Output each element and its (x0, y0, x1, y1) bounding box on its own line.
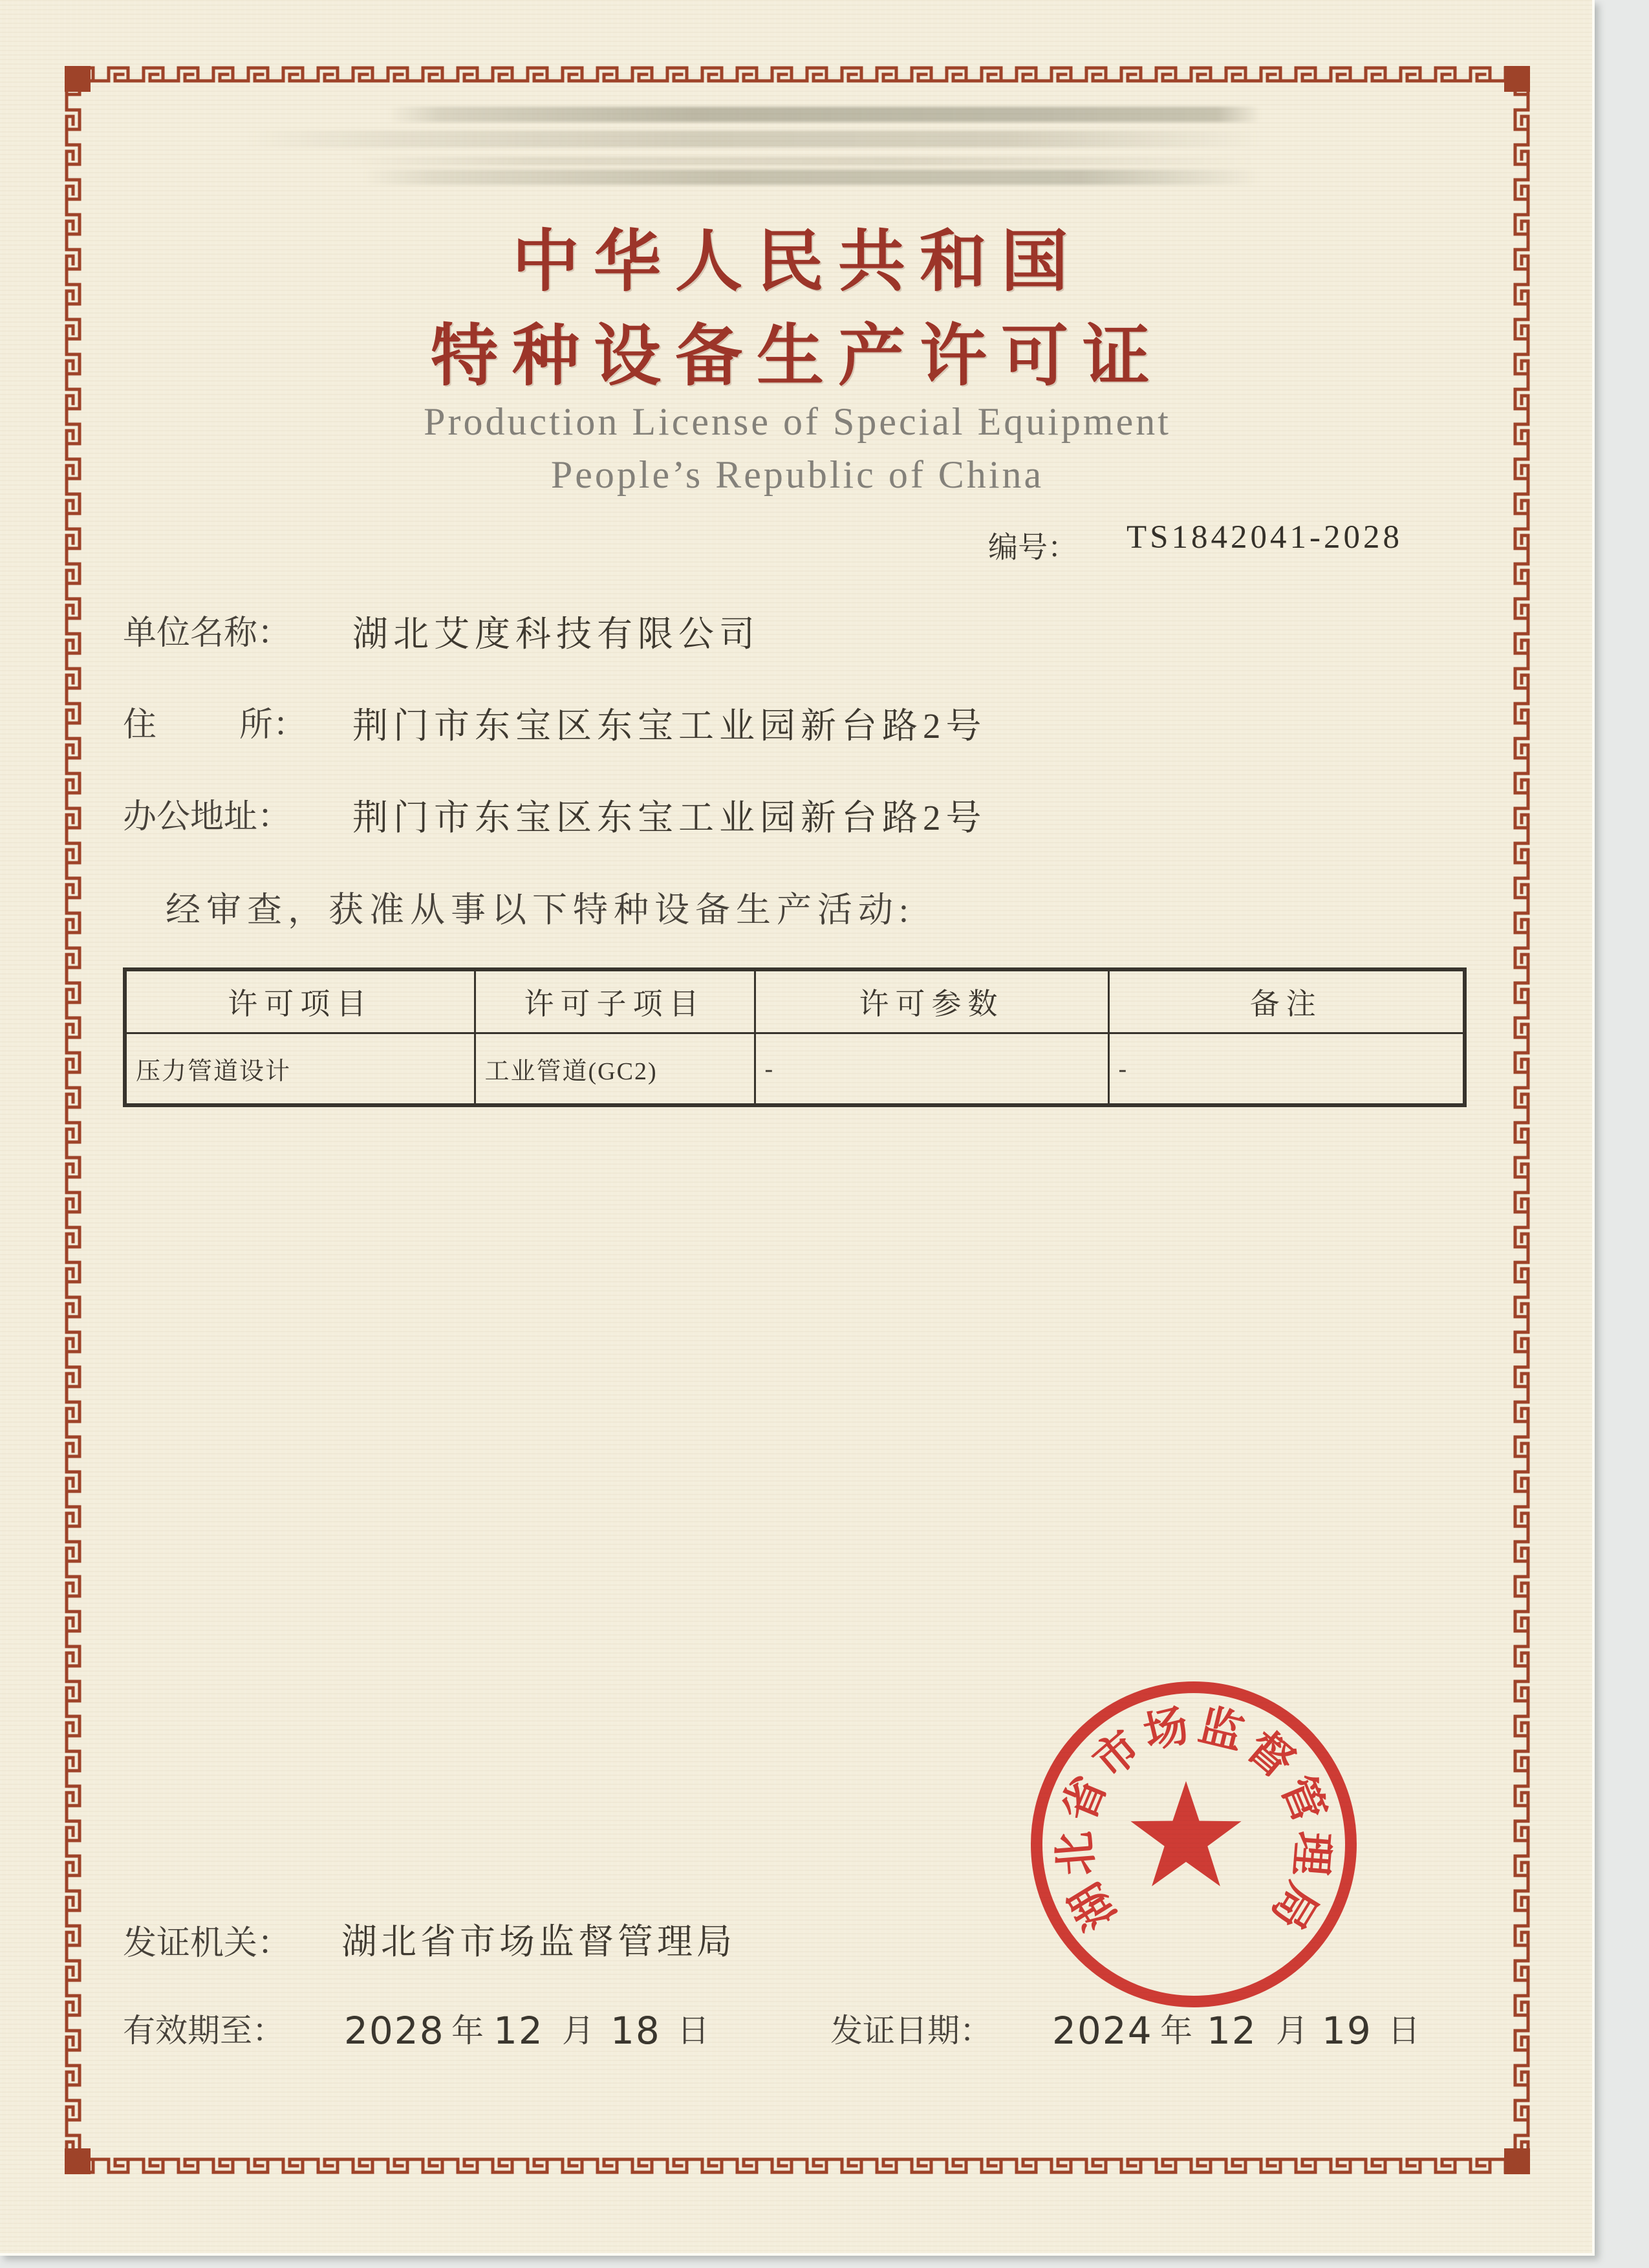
license-number-value: TS1842041-2028 (1126, 519, 1403, 556)
col-header-remark: 备注 (1108, 969, 1465, 1033)
valid-until-day-unit: 日 (677, 2013, 709, 2049)
seal-char: 监 (1194, 1700, 1249, 1758)
seal-char: 场 (1139, 1700, 1194, 1758)
seal-star-icon (1130, 1781, 1241, 1886)
table-row (125, 1033, 1465, 1106)
issue-date-day: 19 (1322, 2009, 1372, 2053)
title-en-line2: People’s Republic of China (550, 453, 1044, 496)
issue-date-year-unit: 年 (1160, 2013, 1192, 2049)
issue-date-day-unit: 日 (1388, 2013, 1420, 2049)
cell-license-item: 压力管道设计 (125, 1033, 475, 1106)
valid-until-month: 12 (493, 2009, 544, 2053)
residence-value: 荆门市东宝区东宝工业园新台路2号 (352, 706, 987, 746)
frame-corner-bottom-right (1504, 2148, 1530, 2174)
seal-char: 局 (1262, 1874, 1328, 1938)
valid-until-month-unit: 月 (562, 2013, 594, 2049)
company-name-label: 单位名称： (123, 615, 292, 652)
col-header-license-subitem: 许可子项目 (475, 969, 755, 1033)
meander-border-bottom (65, 2157, 1530, 2174)
col-header-license-parameter: 许可参数 (755, 969, 1108, 1033)
title-en-line1: Production License of Special Equipment (424, 400, 1171, 443)
cell-license-subitem: 工业管道(GC2) (475, 1033, 755, 1106)
col-header-license-item: 许可项目 (125, 969, 475, 1033)
residence-label-left: 住 (123, 707, 157, 744)
seal-char: 督 (1238, 1721, 1304, 1787)
seal-char: 省 (1053, 1769, 1116, 1829)
scan-smudge-streak (388, 107, 1261, 122)
cell-license-parameter: - (755, 1033, 1108, 1106)
valid-until-label: 有效期至： (123, 2013, 285, 2049)
meander-border-top (65, 66, 1530, 83)
license-number-label: 编号： (988, 531, 1077, 564)
license-scope-table (123, 967, 1467, 1107)
issue-date-month-unit: 月 (1276, 2013, 1308, 2049)
frame-corner-top-right (1504, 66, 1530, 92)
office-address-value: 荆门市东宝区东宝工业园新台路2号 (352, 798, 987, 837)
dates-row (0, 2006, 1649, 2058)
residence-label (123, 697, 307, 746)
valid-until-year-unit: 年 (451, 2013, 484, 2049)
table-header-row (125, 969, 1465, 1033)
residence-label-right: 所： (239, 707, 307, 744)
frame-corner-top-left (65, 66, 91, 92)
approval-note: 经审查，获准从事以下特种设备生产活动: (166, 891, 915, 929)
seal-char: 市 (1084, 1721, 1150, 1787)
valid-until-day: 18 (610, 2009, 661, 2053)
issue-date-label: 发证日期： (830, 2013, 992, 2049)
seal-char: 湖 (1060, 1874, 1126, 1938)
issue-date-year: 2024 (1052, 2009, 1153, 2053)
frame-corner-bottom-left (65, 2148, 91, 2174)
seal-char: 北 (1050, 1830, 1103, 1878)
issuer-label: 发证机关： (123, 1925, 292, 1962)
scan-smudge-streak (246, 131, 1261, 147)
issuer-value: 湖北省市场监督管理局 (341, 1922, 737, 1961)
official-seal (1026, 1676, 1362, 2013)
office-address-label: 办公地址： (123, 799, 292, 836)
seal-char: 管 (1271, 1769, 1335, 1829)
company-name-value: 湖北艾度科技有限公司 (352, 614, 760, 654)
title-cn-line1: 中华人民共和国 (512, 225, 1083, 299)
scan-smudge-streak (362, 169, 1261, 185)
seal-char: 理 (1285, 1830, 1338, 1878)
cell-remark: - (1108, 1033, 1465, 1106)
scan-smudge-streak (349, 157, 1255, 166)
issue-date-month: 12 (1207, 2009, 1257, 2053)
title-cn-line2: 特种设备生产许可证 (430, 319, 1164, 394)
valid-until-year: 2028 (344, 2009, 445, 2053)
